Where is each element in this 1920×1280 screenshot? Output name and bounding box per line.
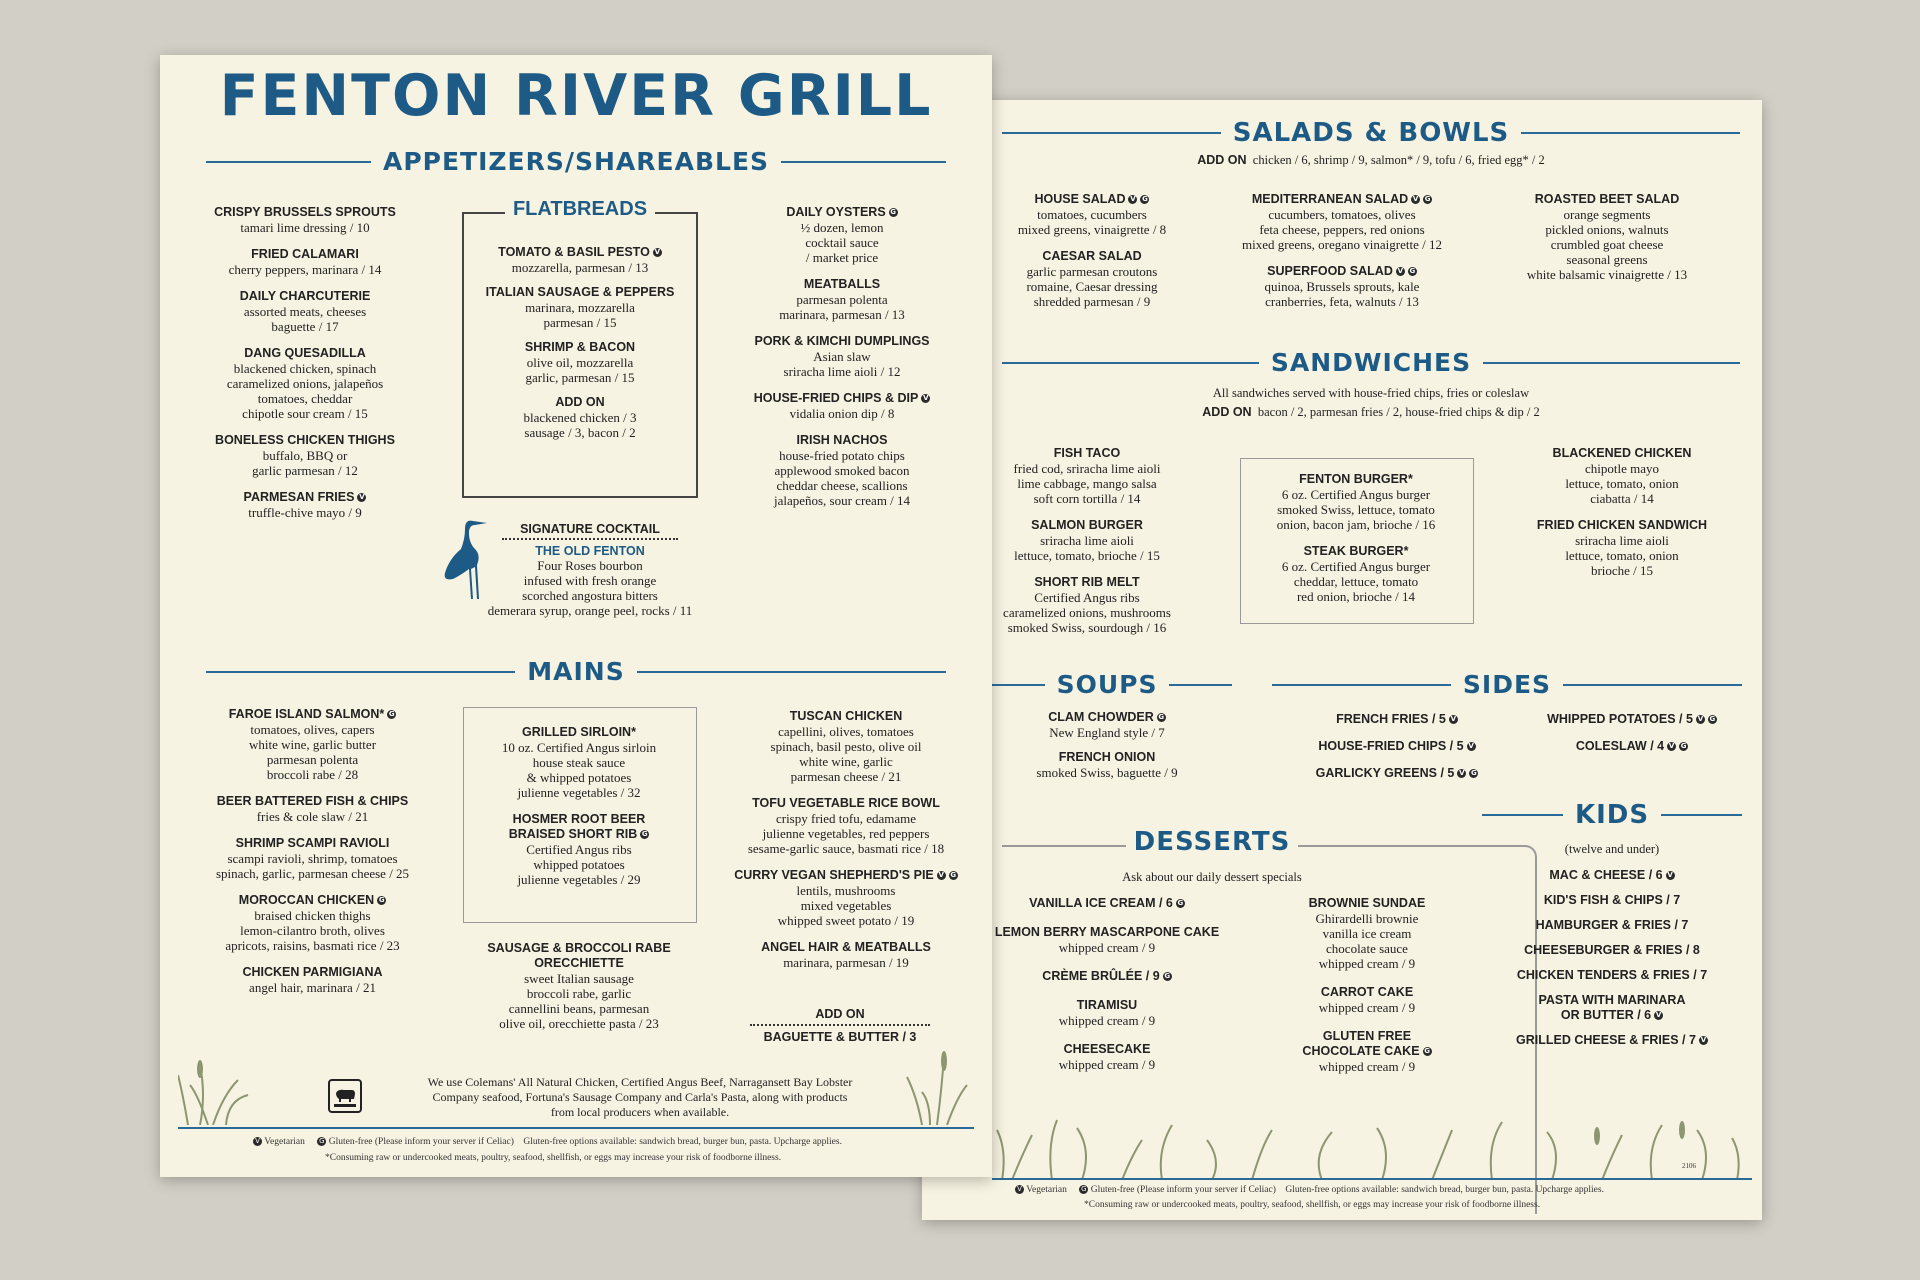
cocktail-block <box>487 522 693 618</box>
vegetarian-icon: V <box>938 871 944 880</box>
menu-item <box>462 285 698 330</box>
burger-box-items <box>1240 472 1472 616</box>
vegetarian-icon: V <box>1015 1185 1024 1194</box>
menu-item-name: MEATBALLS <box>803 277 881 291</box>
menu-item <box>977 1042 1237 1072</box>
menu-item <box>200 490 410 520</box>
kids-note: (twelve and under) <box>1564 842 1660 856</box>
gluten-free-icon: G <box>378 896 385 905</box>
menu-item-desc: cherry peppers, marinara / 14 <box>228 262 382 277</box>
menu-item-name: GARLICKY GREENS / 5 V G <box>1315 766 1477 780</box>
menu-item <box>1482 968 1742 983</box>
menu-item-desc: 6 oz. Certified Angus burger smoked Swiss, lettuce, tomato onion, bacon jam, brioche / 16 <box>1276 487 1436 532</box>
menu-item <box>1507 446 1737 506</box>
mains-heading: MAINS <box>527 657 625 686</box>
vegetarian-icon: V <box>1459 769 1465 778</box>
appetizers-col-3 <box>732 205 952 520</box>
menu-item-name: IRISH NACHOS <box>796 433 888 447</box>
menu-item <box>728 709 964 784</box>
menu-item-desc: smoked Swiss, baguette / 9 <box>1036 765 1178 780</box>
legend-vegetarian: Vegetarian <box>1026 1185 1067 1195</box>
menu-item <box>1482 1033 1742 1048</box>
sandwiches-col-3 <box>1507 446 1737 590</box>
mains-col-2-below <box>463 941 695 1031</box>
menu-item-name: CHICKEN PARMIGIANA <box>242 965 383 979</box>
menu-item <box>1482 893 1742 908</box>
menu-item-desc: marinara, parmesan / 19 <box>783 955 909 970</box>
menu-item <box>200 433 410 478</box>
menu-item <box>997 750 1217 780</box>
menu-item-name: GRILLED SIRLOIN* <box>522 725 636 739</box>
menu-item <box>728 940 964 970</box>
menu-item-desc: Certified Angus ribs whipped potatoes julienne vegetables / 29 <box>517 842 641 887</box>
menu-item-desc: crispy fried tofu, edamame julienne vegetables, red peppers sesame-garlic sauce, basmati rice / 18 <box>747 811 945 856</box>
menu-item <box>982 446 1192 506</box>
menu-item-desc: tomatoes, cucumbers mixed greens, vinaigrette / 8 <box>1017 207 1167 237</box>
sandwiches-addon <box>1002 405 1740 420</box>
menu-item <box>1222 192 1462 252</box>
menu-item <box>997 710 1217 740</box>
menu-item-name: FRIED CHICKEN SANDWICH <box>1536 518 1708 532</box>
menu-item-desc: tomatoes, olives, capers white wine, garlic butter parmesan polenta broccoli rabe / 28 <box>248 722 377 782</box>
mains-col-3 <box>728 709 964 982</box>
menu-item-desc: garlic parmesan croutons romaine, Caesar dressing shredded parmesan / 9 <box>1026 264 1158 309</box>
gluten-free-icon: G <box>1164 972 1171 981</box>
menu-item <box>1482 918 1742 933</box>
menu-item-name: CARROT CAKE <box>1320 985 1414 999</box>
menu-item-desc: Asian slaw sriracha lime aioli / 12 <box>783 349 901 379</box>
menu-item <box>200 794 425 824</box>
grass-left-decoration <box>178 1055 268 1125</box>
gluten-free-icon: G <box>1424 1047 1430 1056</box>
menu-item-name: DAILY CHARCUTERIE <box>239 289 371 303</box>
menu-item <box>200 836 425 881</box>
kids-heading-row <box>1482 800 1742 830</box>
salads-heading: SALADS & BOWLS <box>1232 118 1510 148</box>
menu-item <box>977 969 1237 984</box>
menu-item-name: HOSMER ROOT BEER BRAISED SHORT RIB G <box>508 812 648 841</box>
gluten-free-icon: G <box>319 1137 325 1146</box>
menu-item <box>1482 868 1742 883</box>
menu-item-desc: New England style / 7 <box>1049 725 1165 740</box>
vegetarian-icon: V <box>1655 1011 1662 1020</box>
gluten-free-icon: G <box>1680 742 1687 751</box>
gluten-free-icon: G <box>388 710 395 719</box>
sourcing-statement: We use Colemans' All Natural Chicken, Certified Angus Beef, Narragansett Bay Lobster Company seafood, Fortuna's Sausage Company and Carla's Pasta, along with products from local producers when available. <box>427 1075 853 1119</box>
mains-addon <box>750 1007 930 1044</box>
sandwiches-note: All sandwiches served with house-fried chips, fries or coleslaw <box>1212 386 1530 400</box>
menu-item <box>1522 739 1742 754</box>
menu-item <box>982 575 1192 635</box>
menu-item <box>463 941 695 1031</box>
menu-item-desc: sweet Italian sausage broccoli rabe, garlic cannellini beans, parmesan olive oil, orecchiette pasta / 23 <box>499 971 659 1031</box>
restaurant-title: FENTON RIVER GRILL <box>219 63 933 129</box>
sandwiches-heading: SANDWICHES <box>1270 348 1472 377</box>
menu-item <box>1240 472 1472 532</box>
menu-item <box>200 289 410 334</box>
menu-item-desc: ½ dozen, lemon cocktail sauce / market price <box>800 220 884 265</box>
appetizers-heading: APPETIZERS/SHAREABLES <box>382 147 770 176</box>
vegetarian-icon: V <box>1412 195 1419 204</box>
menu-item <box>977 925 1237 955</box>
mains-box-items <box>463 725 695 899</box>
menu-item-name: GLUTEN FREE CHOCOLATE CAKE G <box>1302 1029 1430 1058</box>
menu-item-name: SALMON BURGER <box>1031 518 1143 532</box>
menu-item <box>200 205 410 235</box>
salads-addon-label: ADD ON <box>1197 153 1247 167</box>
vegetarian-icon: V <box>1450 715 1457 724</box>
menu-item <box>200 346 410 421</box>
menu-item-name: FRENCH FRIES / 5 V <box>1336 712 1457 726</box>
vegetarian-icon: V <box>1667 871 1673 880</box>
menu-item <box>1287 712 1507 727</box>
menu-item-name: BROWNIE SUNDAE <box>1308 896 1426 910</box>
menu-item-desc: sriracha lime aioli lettuce, tomato, brioche / 15 <box>1014 533 1160 563</box>
menu-item <box>732 334 952 379</box>
menu-item <box>200 893 425 953</box>
menu-item-name: CLAM CHOWDER G <box>1048 710 1165 724</box>
menu-item <box>732 205 952 265</box>
gluten-free-icon: G <box>1409 267 1416 276</box>
menu-item <box>462 395 698 440</box>
vegetarian-icon: V <box>1130 195 1136 204</box>
menu-item-name: TUSCAN CHICKEN <box>789 709 903 723</box>
menu-item-desc: whipped cream / 9 <box>1058 940 1156 955</box>
menu-item-name: MOROCCAN CHICKEN G <box>238 893 385 907</box>
menu-item <box>977 896 1237 911</box>
menu-item <box>463 725 695 800</box>
menu-item-name: ITALIAN SAUSAGE & PEPPERS <box>485 285 675 299</box>
menu-item-name: PASTA WITH MARINARA OR BUTTER / 6 V <box>1538 993 1686 1022</box>
menu-item-name: FRIED CALAMARI <box>251 247 359 261</box>
menu-item-desc: 10 oz. Certified Angus sirloin house steak sauce & whipped potatoes julienne vegetables / 32 <box>501 740 657 800</box>
menu-item <box>462 245 698 275</box>
menu-item <box>1287 766 1507 781</box>
menu-item-name: CURRY VEGAN SHEPHERD'S PIE V G <box>734 868 957 882</box>
menu-item-desc: vidalia onion dip / 8 <box>789 406 895 421</box>
menu-item-desc: lentils, mushrooms mixed vegetables whipped sweet potato / 19 <box>777 883 915 928</box>
menu-item-desc: quinoa, Brussels sprouts, kale cranberries, feta, walnuts / 13 <box>1264 279 1420 309</box>
menu-item <box>1482 993 1742 1023</box>
consuming-warning: *Consuming raw or undercooked meats, poultry, seafood, shellfish, or eggs may increase your risk of foodborne illness. <box>1084 1200 1541 1210</box>
salads-addon <box>1002 153 1740 168</box>
menu-item <box>992 249 1192 309</box>
menu-item-name: SHORT RIB MELT <box>1034 575 1140 589</box>
sandwiches-addon-label: ADD ON <box>1202 405 1252 419</box>
menu-item-name: DAILY OYSTERS G <box>786 205 897 219</box>
menu-item <box>728 868 964 928</box>
menu-item-name: BONELESS CHICKEN THIGHS <box>215 433 395 447</box>
sides-col-1 <box>1287 712 1507 793</box>
menu-item-name: GRILLED CHEESE & FRIES / 7 V <box>1516 1033 1707 1047</box>
menu-item-desc: angel hair, marinara / 21 <box>249 980 376 995</box>
gluten-free-icon: G <box>1158 713 1165 722</box>
footer-rule <box>992 1178 1752 1180</box>
menu-page-right <box>922 100 1762 1220</box>
vegetarian-icon: V <box>1397 267 1404 276</box>
menu-item-desc: marinara, mozzarella parmesan / 15 <box>525 300 635 330</box>
mains-addon-heading: ADD ON <box>750 1007 930 1026</box>
salads-addon-text: chicken / 6, shrimp / 9, salmon* / 9, tofu / 6, fried egg* / 2 <box>1252 153 1545 167</box>
menu-item-name: BLACKENED CHICKEN <box>1552 446 1692 460</box>
menu-item <box>982 518 1192 563</box>
menu-item-name: DANG QUESADILLA <box>244 346 366 360</box>
menu-item-name: VANILLA ICE CREAM / 6 G <box>1029 896 1184 910</box>
legend-gf-options: Gluten-free options available: sandwich bread, burger bun, pasta. Upcharge applies. <box>523 1137 842 1147</box>
sides-heading: SIDES <box>1462 670 1552 699</box>
menu-item-name: BEER BATTERED FISH & CHIPS <box>216 794 409 808</box>
menu-item-desc: sriracha lime aioli lettuce, tomato, onion brioche / 15 <box>1565 533 1679 578</box>
consuming-warning: *Consuming raw or undercooked meats, poultry, seafood, shellfish, or eggs may increase your risk of foodborne illness. <box>325 1153 782 1163</box>
menu-item <box>463 812 695 887</box>
menu-item-name: SUPERFOOD SALAD V G <box>1267 264 1416 278</box>
menu-item-name: SAUSAGE & BROCCOLI RABE ORECCHIETTE <box>487 941 671 970</box>
vegetarian-icon: V <box>654 248 661 257</box>
menu-item-desc: fries & cole slaw / 21 <box>256 809 369 824</box>
menu-item <box>200 707 425 782</box>
menu-item-desc: 6 oz. Certified Angus burger cheddar, lettuce, tomato red onion, brioche / 14 <box>1281 559 1431 604</box>
menu-item-desc: truffle-chive mayo / 9 <box>248 505 362 520</box>
sandwiches-addon-text: bacon / 2, parmesan fries / 2, house-fried chips & dip / 2 <box>1257 405 1540 419</box>
legend-gf-options: Gluten-free options available: sandwich bread, burger bun, pasta. Upcharge applies. <box>1285 1185 1604 1195</box>
menu-item-desc: buffalo, BBQ or garlic parmesan / 12 <box>252 448 358 478</box>
menu-item-name: FISH TACO <box>1053 446 1121 460</box>
legend-vegetarian: Vegetarian <box>264 1137 305 1147</box>
menu-item <box>1522 712 1742 727</box>
menu-item-desc: whipped cream / 9 <box>1058 1013 1156 1028</box>
soups-heading-row <box>982 670 1232 699</box>
menu-item-desc: mozzarella, parmesan / 13 <box>511 260 649 275</box>
menu-item-name: CAESAR SALAD <box>1042 249 1142 263</box>
gluten-free-icon: G <box>1470 769 1477 778</box>
menu-item-name: ROASTED BEET SALAD <box>1534 192 1680 206</box>
flatbreads-heading: FLATBREADS <box>462 198 698 221</box>
menu-item <box>200 247 410 277</box>
menu-item-name: HOUSE-FRIED CHIPS / 5 V <box>1318 739 1474 753</box>
menu-item <box>732 391 952 421</box>
salads-heading-row <box>1002 118 1740 148</box>
gluten-free-icon: G <box>1081 1185 1087 1194</box>
menu-item-desc: whipped cream / 9 <box>1058 1057 1156 1072</box>
desserts-col-2 <box>1252 896 1482 1088</box>
menu-item-name: CHEESECAKE <box>1063 1042 1151 1056</box>
menu-item-name: HOUSE-FRIED CHIPS & DIP V <box>753 391 929 405</box>
menu-item-name: SHRIMP & BACON <box>524 340 636 354</box>
salads-col-3 <box>1492 192 1722 294</box>
gluten-free-icon: G <box>1709 715 1716 724</box>
menu-item-desc: braised chicken thighs lemon-cilantro broth, olives apricots, raisins, basmati rice / 23 <box>225 908 400 953</box>
desserts-heading: DESSERTS <box>1126 827 1299 857</box>
menu-item-name: PORK & KIMCHI DUMPLINGS <box>754 334 930 348</box>
menu-item-name: STEAK BURGER* <box>1303 544 1409 558</box>
menu-item-desc: capellini, olives, tomatoes spinach, basil pesto, olive oil white wine, garlic parmesan cheese / 21 <box>770 724 922 784</box>
sides-col-2 <box>1522 712 1742 766</box>
menu-item <box>977 998 1237 1028</box>
appetizers-heading-row <box>206 147 946 176</box>
menu-item-desc: Ghirardelli brownie vanilla ice cream chocolate sauce whipped cream / 9 <box>1315 911 1419 971</box>
legend-gluten-free: Gluten-free (Please inform your server if Celiac) <box>328 1137 514 1147</box>
vegetarian-icon: V <box>1700 1036 1707 1045</box>
grass-right-decoration <box>902 1047 972 1125</box>
menu-item-desc: orange segments pickled onions, walnuts crumbled goat cheese seasonal greens white balsamic vinaigrette / 13 <box>1526 207 1688 282</box>
menu-item-desc: blackened chicken / 3 sausage / 3, bacon / 2 <box>523 410 637 440</box>
menu-item-desc: fried cod, sriracha lime aioli lime cabbage, mango salsa soft corn tortilla / 14 <box>1013 461 1161 506</box>
menu-item-name: LEMON BERRY MASCARPONE CAKE <box>994 925 1220 939</box>
sides-heading-row <box>1272 670 1742 699</box>
gluten-free-icon: G <box>1424 195 1431 204</box>
menu-item <box>732 433 952 508</box>
menu-item-name: TOFU VEGETABLE RICE BOWL <box>752 796 940 810</box>
menu-item <box>732 277 952 322</box>
menu-item-desc: olive oil, mozzarella garlic, parmesan / 15 <box>525 355 635 385</box>
menu-item <box>462 340 698 385</box>
menu-item-name: ADD ON <box>555 395 605 409</box>
menu-item-desc: parmesan polenta marinara, parmesan / 13 <box>779 292 905 322</box>
menu-item-name: CHEESEBURGER & FRIES / 8 <box>1524 943 1700 957</box>
sandwiches-col-1 <box>982 446 1192 647</box>
menu-item-name: HOUSE SALAD V G <box>1034 192 1148 206</box>
vegetarian-icon: V <box>1697 715 1704 724</box>
salads-col-1 <box>992 192 1192 321</box>
menu-item-name: TOMATO & BASIL PESTO V <box>498 245 661 259</box>
gluten-free-icon: G <box>641 830 648 839</box>
cocktail-heading: SIGNATURE COCKTAIL <box>502 522 678 540</box>
footer-legend <box>1012 1185 1732 1195</box>
page-code: 2106 <box>1682 1162 1696 1170</box>
menu-item <box>992 192 1192 237</box>
menu-item-name: FAROE ISLAND SALMON* G <box>228 707 395 721</box>
menu-item-name: WHIPPED POTATOES / 5 V G <box>1547 712 1716 726</box>
vegetarian-icon: V <box>253 1137 262 1146</box>
menu-item <box>1482 943 1742 958</box>
menu-item-desc: house-fried potato chips applewood smoked bacon cheddar cheese, scallions jalapeños, sour cream / 14 <box>773 448 911 508</box>
footer-rule <box>178 1127 974 1129</box>
menu-item-desc: chipotle mayo lettuce, tomato, onion ciabatta / 14 <box>1565 461 1679 506</box>
menu-item-name: FRENCH ONION <box>1058 750 1156 764</box>
menu-item-desc: whipped cream / 9 <box>1318 1059 1416 1074</box>
kids-heading: KIDS <box>1574 800 1650 830</box>
footer-legend <box>250 1137 970 1147</box>
kids-list <box>1482 868 1742 1058</box>
vegetarian-icon: V <box>1468 742 1474 751</box>
menu-item-desc: tamari lime dressing / 10 <box>240 220 370 235</box>
gluten-free-icon: G <box>890 208 897 217</box>
legend-gluten-free: Gluten-free (Please inform your server if Celiac) <box>1090 1185 1276 1195</box>
menu-item-name: SHRIMP SCAMPI RAVIOLI <box>235 836 390 850</box>
menu-item-name: CHICKEN TENDERS & FRIES / 7 <box>1516 968 1708 982</box>
menu-item <box>728 796 964 856</box>
menu-item <box>1252 1029 1482 1074</box>
menu-item-name: HAMBURGER & FRIES / 7 <box>1535 918 1689 932</box>
menu-item <box>1222 264 1462 309</box>
menu-item-desc: assorted meats, cheeses baguette / 17 <box>243 304 367 334</box>
menu-item <box>1492 192 1722 282</box>
menu-item-name: MEDITERRANEAN SALAD V G <box>1251 192 1431 206</box>
menu-item-name: KID'S FISH & CHIPS / 7 <box>1543 893 1681 907</box>
menu-item <box>1252 985 1482 1015</box>
cocktail-name: THE OLD FENTON <box>535 544 645 558</box>
mains-addon-item: BAGUETTE & BUTTER / 3 <box>763 1030 917 1044</box>
cocktail-desc: Four Roses bourbon infused with fresh orange scorched angostura bitters demerara syrup, orange peel, rocks / 11 <box>487 558 693 618</box>
gluten-free-icon: G <box>1177 899 1184 908</box>
vegetarian-icon: V <box>923 394 929 403</box>
gluten-free-icon: G <box>950 871 957 880</box>
menu-item-name: TIRAMISU <box>1076 998 1138 1012</box>
menu-page-left <box>160 55 992 1177</box>
menu-item-desc: Certified Angus ribs caramelized onions, mushrooms smoked Swiss, sourdough / 16 <box>1003 590 1171 635</box>
soups-list <box>997 710 1217 790</box>
desserts-col-1 <box>977 896 1237 1086</box>
menu-item-desc: whipped cream / 9 <box>1318 1000 1416 1015</box>
menu-item-desc: scampi ravioli, shrimp, tomatoes spinach, garlic, parmesan cheese / 25 <box>215 851 410 881</box>
menu-item <box>1240 544 1472 604</box>
sandwiches-heading-row <box>1002 348 1740 377</box>
menu-item <box>1287 739 1507 754</box>
menu-item-name: FENTON BURGER* <box>1299 472 1413 486</box>
menu-item-desc: cucumbers, tomatoes, olives feta cheese, peppers, red onions mixed greens, oregano vinaigrette / 12 <box>1242 207 1442 252</box>
menu-item <box>200 965 425 995</box>
menu-item-name: PARMESAN FRIES V <box>243 490 365 504</box>
flatbreads-items <box>462 245 698 450</box>
vegetarian-icon: V <box>359 493 365 502</box>
desserts-heading-row <box>1012 827 1412 857</box>
mains-col-1 <box>200 707 425 1007</box>
menu-item-name: ANGEL HAIR & MEATBALLS <box>761 940 931 954</box>
menu-item-name: CRÈME BRÛLÉE / 9 G <box>1042 969 1171 983</box>
mains-heading-row <box>206 657 946 686</box>
menu-item-desc: blackened chicken, spinach caramelized onions, jalapeños tomatoes, cheddar chipotle sour cream / 15 <box>226 361 384 421</box>
desserts-note: Ask about our daily dessert specials <box>1122 870 1302 884</box>
certified-angus-beef-logo <box>328 1079 362 1113</box>
menu-item-name: COLESLAW / 4 V G <box>1575 739 1687 753</box>
menu-item-name: CRISPY BRUSSELS SPROUTS <box>214 205 396 219</box>
vegetarian-icon: V <box>1668 742 1675 751</box>
menu-item <box>1507 518 1737 578</box>
salads-col-2 <box>1222 192 1462 321</box>
appetizers-col-1 <box>200 205 410 532</box>
menu-item-name: MAC & CHEESE / 6 V <box>1549 868 1673 882</box>
gluten-free-icon: G <box>1142 195 1148 204</box>
menu-item <box>1252 896 1482 971</box>
soups-heading: SOUPS <box>1056 670 1158 699</box>
